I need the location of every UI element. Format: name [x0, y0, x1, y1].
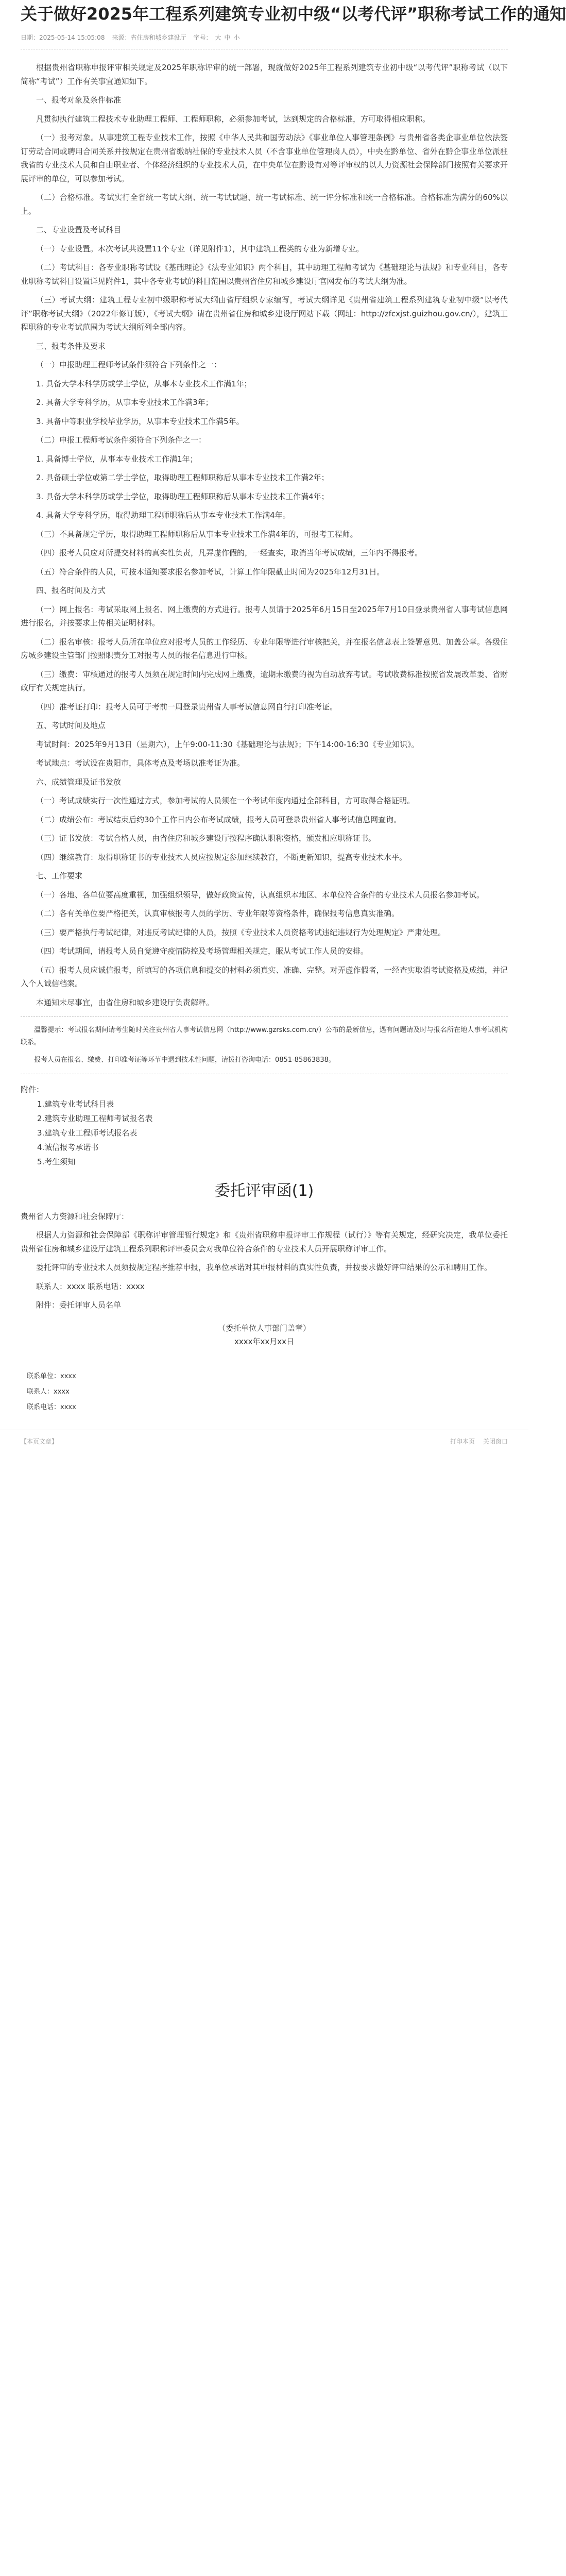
contact-phone [27, 1400, 508, 1415]
contact-person-label: 联系人： [27, 1387, 54, 1396]
paragraph: （三）证书发放：考试合格人员，由省住房和城乡建设厅按程序确认职称资格，颁发相应职称证书。 [36, 834, 376, 843]
contact-unit-label: 联系单位： [27, 1372, 61, 1380]
paragraph: （二）成绩公布：考试结束后约30个工作日内公布考试成绩，报考人员可登录贵州省人事考试信息网查询。 [36, 815, 402, 824]
paragraph: 4. 具备大学专科学历，取得助理工程师职称后从事本专业技术工作满4年。 [36, 511, 290, 520]
attachment-link[interactable]: 3.建筑专业工程师考试报名表 [37, 1128, 138, 1138]
section-heading: 六、成绩管理及证书发放 [36, 777, 122, 787]
paragraph: （五）报考人员应诚信报考，所填写的各项信息和提交的材料必须真实、准确、完整。对弄虚作假者，一经查实取消考试资格及成绩，并记入个人诚信档案。 [21, 965, 508, 988]
paragraph: 根据人力资源和社会保障部《职称评审管理暂行规定》和《贵州省职称申报评审工作规程（试行）》等有关规定，经研究决定，我单位委托贵州省住房和城乡建设厅建筑工程系列职称评审委员会对我单位符合条件的专业技术人员开展职称评审工作。 [21, 1230, 508, 1253]
section-heading: 七、工作要求 [36, 871, 83, 880]
font-size-large[interactable]: 大 [215, 34, 221, 41]
contact-unit-value: xxxx [60, 1372, 76, 1380]
section-heading: 四、报名时间及方式 [36, 586, 106, 595]
paragraph: 考试地点：考试设在贵阳市，具体考点及考场以准考证为准。 [36, 758, 245, 768]
attachment-link[interactable]: 5.考生须知 [37, 1157, 76, 1166]
page-title: 关于做好2025年工程系列建筑专业初中级“以考代评”职称考试工作的通知 [21, 4, 566, 24]
footer-note: 【本页文章】 [21, 1437, 58, 1445]
contact-phone-value: xxxx [60, 1403, 76, 1411]
paragraph: （一）各地、各单位要高度重视，加强组织领导，做好政策宣传，认真组织本地区、本单位符合条件的专业技术人员报名参加考试。 [36, 890, 485, 900]
paragraph: （五）符合条件的人员，可按本通知要求报名参加考试，计算工作年限截止时间为2025年12月31日。 [36, 567, 385, 577]
section-heading: 三、报考条件及要求 [36, 341, 106, 351]
attachment-link[interactable]: 2.建筑专业助理工程师考试报名表 [37, 1114, 153, 1123]
paragraph: （二）考试科目：各专业职称考试设《基础理论》《法专业知识》两个科目，其中助理工程师考试为《基础理论与法规》和专业科目，各专业职称考试科目设置详见附件1，其中各专业考试的科目范围以贵州省住房和城乡建设厅官网发布的考试大纲为准。 [21, 263, 508, 286]
paragraph: （四）继续教育：取得职称证书的专业技术人员应按规定参加继续教育，不断更新知识，提高专业技术水平。 [36, 852, 407, 862]
paragraph: 1. 具备大学本科学历或学士学位，从事本专业技术工作满1年； [36, 379, 252, 388]
paragraph: 委托评审的专业技术人员须按规定程序推荐申报，我单位承诺对其申报材料的真实性负责，并按要求做好评审结果的公示和聘用工作。 [36, 1263, 492, 1272]
appendix-title: 委托评审函(1) [214, 1182, 314, 1200]
paragraph: （四）考试期间，请报考人员自觉遵守疫情防控及考场管理相关规定，服从考试工作人员的安排。 [36, 946, 369, 956]
signature-block [21, 1321, 508, 1348]
sign-unit: （委托单位人事部门盖章） [217, 1323, 311, 1333]
article-source: 来源：省住房和城乡建设厅 [112, 34, 186, 41]
print-page-link[interactable]: 打印本页 [450, 1437, 475, 1445]
font-size-small[interactable]: 小 [233, 34, 240, 41]
attachment-link[interactable]: 1.建筑专业考试科目表 [37, 1099, 114, 1109]
page-footer [0, 1430, 528, 1447]
font-size-label: 字号： [193, 34, 212, 41]
contact-unit [27, 1369, 508, 1384]
paragraph: 本通知未尽事宜，由省住房和城乡建设厅负责解释。 [36, 997, 214, 1007]
paragraph: 附件：委托评审人员名单 [36, 1300, 122, 1310]
paragraph: 联系人：xxxx 联系电话：xxxx [36, 1281, 145, 1291]
contact-block [21, 1369, 508, 1415]
sign-date: xxxx年xx月xx日 [234, 1336, 295, 1346]
paragraph: 2. 具备大学专科学历，从事本专业技术工作满3年； [36, 398, 213, 407]
close-window-link[interactable]: 关闭窗口 [483, 1437, 508, 1445]
contact-person-value: xxxx [54, 1387, 70, 1396]
paragraph: 根据贵州省职称申报评审相关规定及2025年职称评审的统一部署，现就做好2025年工程系列建筑专业初中级“以考代评”职称考试（以下简称“考试”）工作有关事宜通知如下。 [21, 63, 508, 86]
paragraph: 1. 具备博士学位，从事本专业技术工作满1年； [36, 454, 198, 464]
divider [21, 1016, 508, 1017]
paragraph: （三）要严格执行考试纪律，对违反考试纪律的人员，按照《专业技术人员资格考试违纪违规行为处理规定》严肃处理。 [36, 927, 446, 937]
paragraph: （三）缴费：审核通过的报考人员须在规定时间内完成网上缴费，逾期未缴费的视为自动放弃考试。考试收费标准按照省发展改革委、省财政厅有关规定执行。 [21, 669, 508, 692]
appendix-salutation: 贵州省人力资源和社会保障厅： [21, 1211, 129, 1221]
paragraph: （三）考试大纲：建筑工程专业初中级职称考试大纲由省厅组织专家编写，考试大纲详见《贵州省建筑工程系列建筑专业初中级“以考代评”职称考试大纲》（2022年修订版），《考试大纲》请在贵州省住房和城乡建设厅网站下载（网址：http://zfcxjst.guizhou.gov.cn/），建筑工程职称的专业考试范围为考试大纲所列全部内容。 [21, 295, 508, 332]
paragraph: （一）申报助理工程师考试条件须符合下列条件之一： [36, 360, 222, 369]
attachments [21, 1082, 508, 1169]
paragraph: （三）不具备规定学历，取得助理工程师职称后从事本专业技术工作满4年的，可报考工程师。 [36, 529, 358, 539]
article-meta [21, 29, 508, 49]
paragraph: 3. 具备大学本科学历或学士学位，取得助理工程师职称后从事本专业技术工作满4年； [36, 492, 329, 501]
paragraph: （二）合格标准。考试实行全省统一考试大纲、统一考试试题、统一考试标准、统一评分标准和统一合格标准。合格标准为满分的60%以上。 [21, 193, 508, 216]
section-heading: 一、报考对象及条件标准 [36, 95, 122, 105]
font-size-medium[interactable]: 中 [224, 34, 231, 41]
paragraph: （一）报考对象。从事建筑工程专业技术工作，按照《中华人民共和国劳动法》《事业单位人事管理条例》与贵州省各类企事业单位依法签订劳动合同或聘用合同关系并按规定在贵州省缴纳社保的专业技术人员（不含事业单位管理岗人员），中央在黔单位、省外在黔企事业单位派驻我省的专业技术人员和自由职业者、个体经济组织的专业技术人员，在中央单位在黔设有对等评审权的以人力资源社会保障部门按照有关要求开展评审的单位，可以参加考试。 [21, 133, 508, 183]
section-heading: 五、考试时间及地点 [36, 721, 106, 730]
paragraph: （二）各有关单位要严格把关，认真审核报考人员的学历、专业年限等资格条件，确保报考信息真实准确。 [36, 909, 400, 918]
paragraph: （二）报名审核：报考人员所在单位应对报考人员的工作经历、专业年限等进行审核把关，并在报名信息表上签署意见、加盖公章。各级住房城乡建设主管部门按照职责分工对报考人员的报名信息进行审核。 [21, 637, 508, 660]
paragraph: 2. 具备硕士学位或第二学士学位，取得助理工程师职称后从事本专业技术工作满2年； [36, 473, 329, 482]
notice-tip: 报考人员在报名、缴费、打印准考证等环节中遇到技术性问题，请拨打咨询电话：0851-85863838。 [34, 1056, 335, 1064]
section-heading: 二、专业设置及考试科目 [36, 225, 122, 234]
paragraph: （二）申报工程师考试条件须符合下列条件之一： [36, 435, 207, 445]
article-body [0, 49, 528, 1415]
paragraph: （四）准考证打印：报考人员可于考前一周登录贵州省人事考试信息网自行打印准考证。 [36, 702, 338, 711]
publish-date: 日期：2025-05-14 15:05:08 [21, 34, 105, 41]
article-header [0, 0, 566, 49]
paragraph: 凡贯彻执行建筑工程技术专业助理工程师、工程师职称，必须参加考试，达到规定的合格标准，方可取得相应职称。 [36, 114, 431, 124]
contact-phone-label: 联系电话： [27, 1403, 61, 1411]
attachments-label: 附件： [21, 1085, 44, 1094]
contact-person [27, 1384, 508, 1400]
attachment-link[interactable]: 4.诚信报考承诺书 [37, 1143, 99, 1152]
paragraph: （一）网上报名：考试采取网上报名、网上缴费的方式进行。报考人员请于2025年6月15日至2025年7月10日登录贵州省人事考试信息网进行报名，并按要求上传相关证明材料。 [21, 604, 508, 628]
paragraph: （一）考试成绩实行一次性通过方式，参加考试的人员须在一个考试年度内通过全部科目，方可取得合格证明。 [36, 796, 415, 805]
paragraph: （四）报考人员应对所提交材料的真实性负责，凡弄虚作假的，一经查实，取消当年考试成绩，三年内不得报考。 [36, 548, 423, 557]
paragraph: （一）专业设置。本次考试共设置11个专业（详见附件1），其中建筑工程类的专业为新增专业。 [36, 244, 364, 253]
paragraph: 考试时间：2025年9月13日（星期六），上午9:00-11:30《基础理论与法规》；下午14:00-16:30《专业知识》。 [36, 739, 419, 749]
font-size-switcher [193, 33, 239, 42]
paragraph: 3. 具备中等职业学校毕业学历，从事本专业技术工作满5年。 [36, 416, 244, 426]
notice-tip: 温馨提示：考试报名期间请考生随时关注贵州省人事考试信息网（http://www.gzrsks.com.cn/）公布的最新信息，遇有问题请及时与报名所在地人事考试机构联系。 [21, 1026, 508, 1046]
